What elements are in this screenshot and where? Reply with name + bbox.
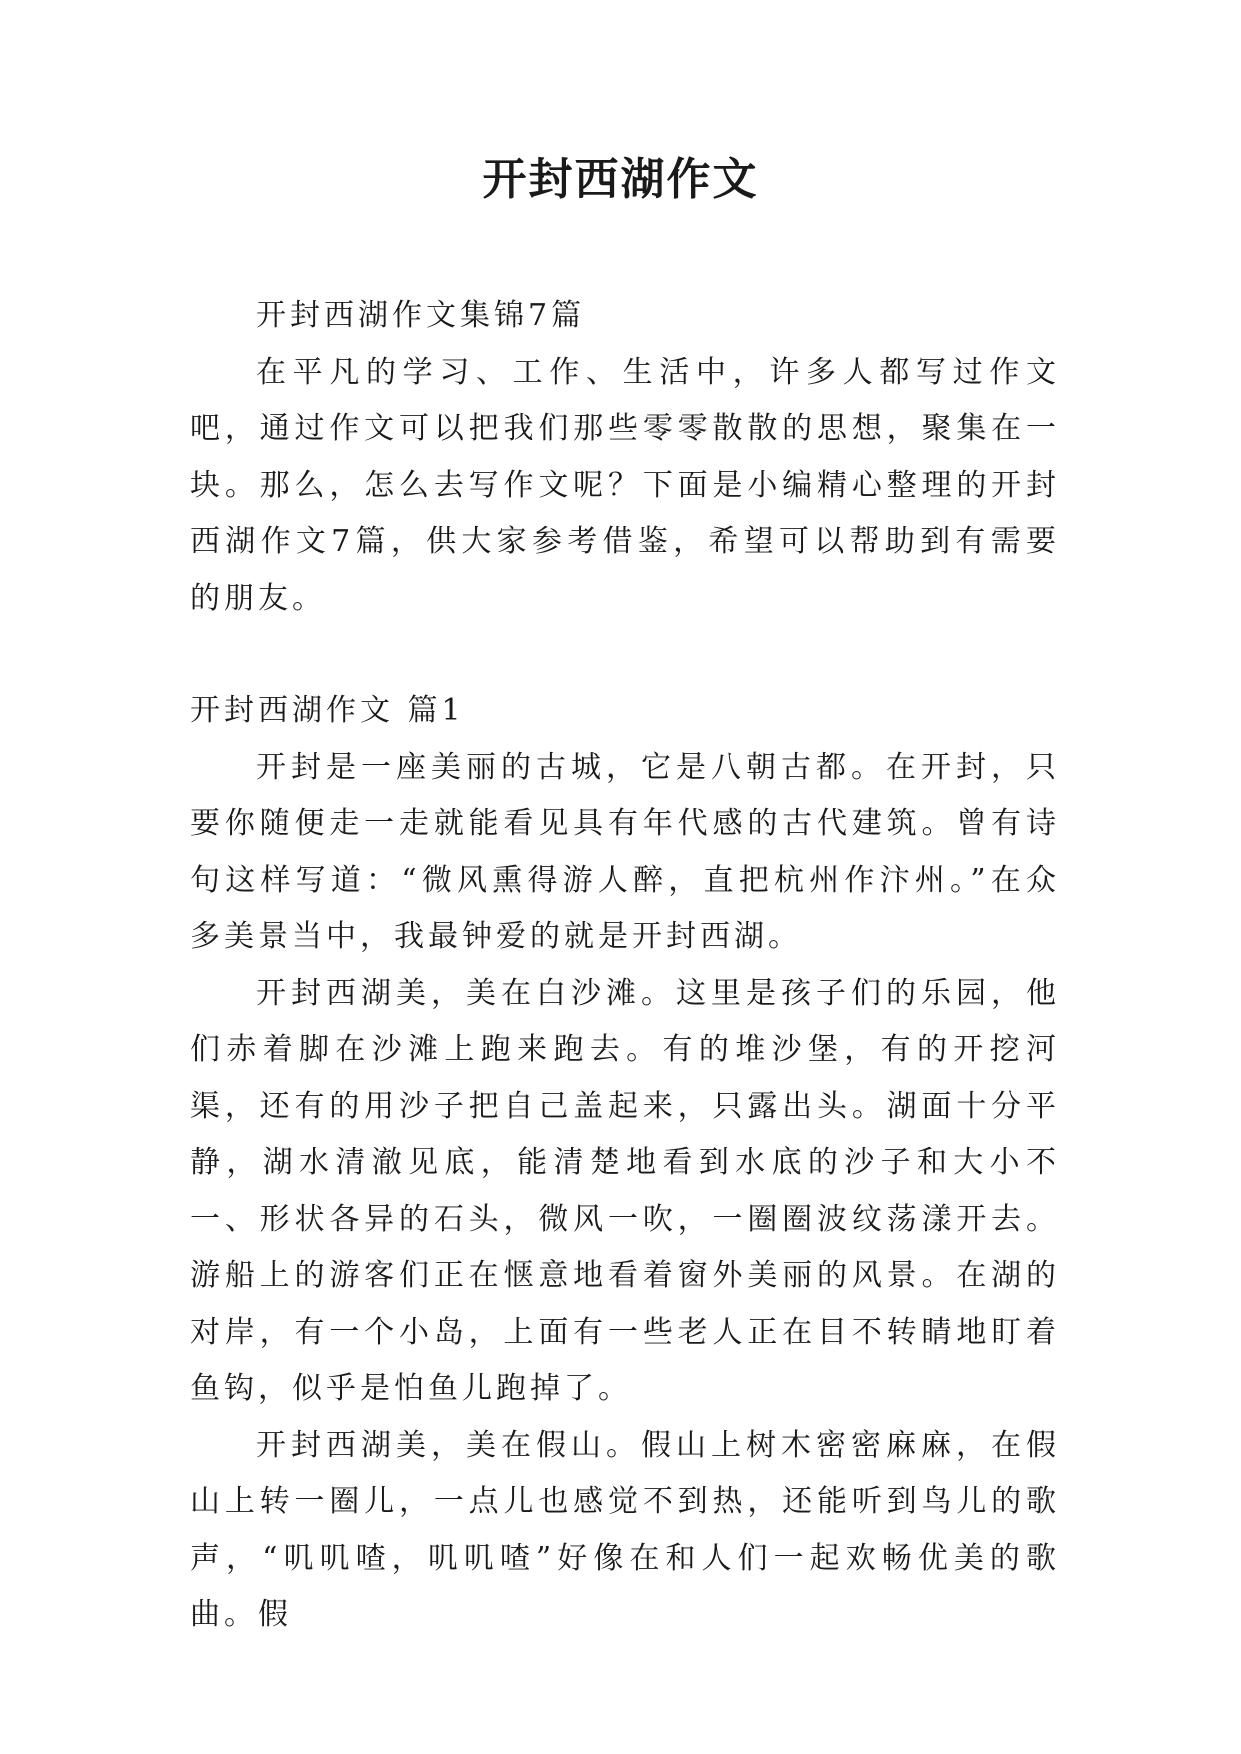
section-paragraph: 开封西湖美，美在假山。假山上树木密密麻麻，在假山上转一圈儿，一点儿也感觉不到热，还能听到鸟儿的歌声，“叽叽喳，叽叽喳”好像在和人们一起欢畅优美的歌曲。假 <box>190 1427 1060 1632</box>
section-paragraph: 开封是一座美丽的古城，它是八朝古都。在开封，只要你随便走一走就能看见具有年代感的古代建筑。曾有诗句这样写道：“微风熏得游人醉，直把杭州作汴州。”在众多美景当中，我最钟爱的就是开封西湖。 <box>190 749 1060 954</box>
document-subtitle: 开封西湖作文集锦7篇 <box>256 298 586 333</box>
document-title: 开封西湖作文 <box>482 154 759 205</box>
section-heading: 开封西湖作文 篇1 <box>190 693 465 728</box>
section-paragraph: 开封西湖美，美在白沙滩。这里是孩子们的乐园，他们赤着脚在沙滩上跑来跑去。有的堆沙堡，有的开挖河渠，还有的用沙子把自己盖起来，只露出头。湖面十分平静，湖水清澈见底，能清楚地看到水底的沙子和大小不一、形状各异的石头，微风一吹，一圈圈波纹荡漾开去。游船上的游客们正在惬意地看着窗外美丽的风景。在湖的对岸，有一个小岛，上面有一些老人正在目不转睛地盯着鱼钩，似乎是怕鱼儿跑掉了。 <box>190 975 1060 1406</box>
intro-paragraph: 在平凡的学习、工作、生活中，许多人都写过作文吧，通过作文可以把我们那些零零散散的思想，聚集在一块。那么，怎么去写作文呢？下面是小编精心整理的开封西湖作文7篇，供大家参考借鉴，希望可以帮助到有需要的朋友。 <box>190 354 1060 616</box>
document-body <box>190 288 1060 1644</box>
section-spacer <box>190 627 1060 683</box>
